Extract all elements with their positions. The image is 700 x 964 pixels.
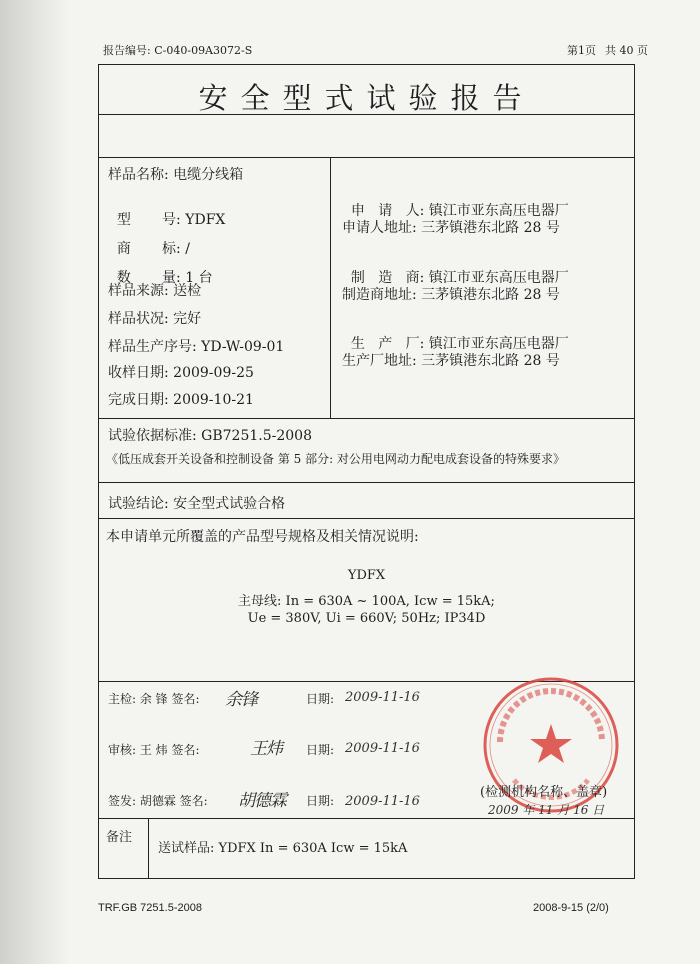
coverage-title: 本申请单元所覆盖的产品型号规格及相关情况说明: <box>106 529 419 545</box>
field-label: 数 量: <box>116 270 181 286</box>
field-value: 镇江市亚东高压电器厂 <box>428 336 569 352</box>
field-value: 三茅镇港东北路 28 号 <box>421 353 560 369</box>
standard <box>108 425 312 445</box>
report-number <box>103 42 252 58</box>
field-label: 收样日期: <box>108 365 169 381</box>
divider <box>98 818 635 819</box>
manufacturer <box>342 251 569 287</box>
sample-name <box>108 164 243 184</box>
field-value: YDFX <box>185 212 226 228</box>
issuer-signature: 胡德霖 <box>238 791 286 811</box>
field-label: 生产厂地址: <box>342 353 417 369</box>
field-value: 三茅镇港东北路 28 号 <box>421 287 560 303</box>
field-label: 样品状况: <box>108 311 169 327</box>
divider <box>148 818 149 879</box>
divider <box>98 482 635 483</box>
field-label: 试验结论: <box>108 496 169 512</box>
reviewer-date-label: 日期: <box>306 743 335 757</box>
completed-date <box>108 389 254 409</box>
sample-condition <box>108 308 201 328</box>
standard-code: GB7251.5-2008 <box>201 428 312 444</box>
divider <box>330 157 331 418</box>
inspector-date-label: 日期: <box>306 692 335 706</box>
field-value: 镇江市亚东高压电器厂 <box>428 203 569 219</box>
received-date <box>108 362 254 382</box>
field-value: 镇江市亚东高压电器厂 <box>428 270 569 286</box>
field-value: 完好 <box>173 311 202 327</box>
field-value: 2009-10-21 <box>173 392 254 408</box>
field-value: / <box>185 241 190 257</box>
field-value: 三茅镇港东北路 28 号 <box>421 220 560 236</box>
divider <box>98 518 635 519</box>
issuer-date-label: 日期: <box>306 794 335 808</box>
issuer-row: 签发: 胡德霖 签名: <box>108 794 208 808</box>
coverage-line1: 主母线: In = 630A ~ 100A, Icw = 15kA; <box>238 594 495 609</box>
divider <box>98 157 635 158</box>
coverage-line2: Ue = 380V, Ui = 660V; 50Hz; IP34D <box>247 611 486 626</box>
factory-address <box>342 350 560 370</box>
field-label: 商 标: <box>116 241 181 257</box>
seal-date: 2009 年 11 月 16 日 <box>488 803 605 817</box>
report-number-label: 报告编号: <box>103 44 151 57</box>
inspector-date: 2009-11-16 <box>345 690 420 705</box>
field-value: 安全型式试验合格 <box>173 496 286 512</box>
issuer-date: 2009-11-16 <box>345 794 420 809</box>
field-label: 试验依据标准: <box>108 428 197 444</box>
factory <box>342 317 569 353</box>
field-label: 生 产 厂: <box>350 336 425 352</box>
page-title: 安全型式试验报告 <box>198 81 535 115</box>
reviewer-signature: 王炜 <box>250 739 282 759</box>
field-label: 完成日期: <box>108 392 169 408</box>
footer-version: 2008-9-15 (2/0) <box>533 902 609 914</box>
field-value: 送检 <box>173 283 202 299</box>
field-value: 2009-09-25 <box>173 365 254 381</box>
footer-form-code: TRF.GB 7251.5-2008 <box>98 902 202 914</box>
page-number: 第1页 <box>567 44 596 57</box>
inspector-signature: 余锋 <box>225 690 257 710</box>
coverage-model: YDFX <box>347 568 386 583</box>
applicant <box>342 184 569 220</box>
test-conclusion <box>108 493 285 513</box>
divider <box>98 418 635 419</box>
field-label: 样品来源: <box>108 283 169 299</box>
reviewer-row: 审核: 王 炜 签名: <box>108 743 200 757</box>
field-label: 申请人地址: <box>342 220 417 236</box>
field-label: 制 造 商: <box>350 270 425 286</box>
field-label: 申 请 人: <box>350 203 425 219</box>
applicant-address <box>342 217 560 237</box>
page-total: 共 40 页 <box>605 44 648 57</box>
seal-caption: (检测机构名称、盖章) <box>480 785 608 800</box>
standard-description: 《低压成套开关设备和控制设备 第 5 部分: 对公用电网动力配电成套设备的特殊要求》 <box>106 452 565 466</box>
remarks-label: 备注 <box>106 830 133 845</box>
inspector-row: 主检: 余 锋 签名: <box>108 692 200 706</box>
field-value: YD-W-09-01 <box>201 339 285 355</box>
page-edge-shadow <box>0 0 70 964</box>
field-label: 制造商地址: <box>342 287 417 303</box>
report-number-value: C-040-09A3072-S <box>154 44 253 57</box>
remarks-content: 送试样品: YDFX In = 630A Icw = 15kA <box>158 841 408 856</box>
field-label: 样品生产序号: <box>108 339 197 355</box>
field-value: 电缆分线箱 <box>173 167 244 183</box>
sample-source <box>108 280 201 300</box>
field-label: 样品名称: <box>108 167 169 183</box>
sample-serial <box>108 336 284 356</box>
field-value: 1 台 <box>185 270 213 286</box>
reviewer-date: 2009-11-16 <box>345 741 420 756</box>
field-label: 型 号: <box>116 212 181 228</box>
manufacturer-address <box>342 284 560 304</box>
